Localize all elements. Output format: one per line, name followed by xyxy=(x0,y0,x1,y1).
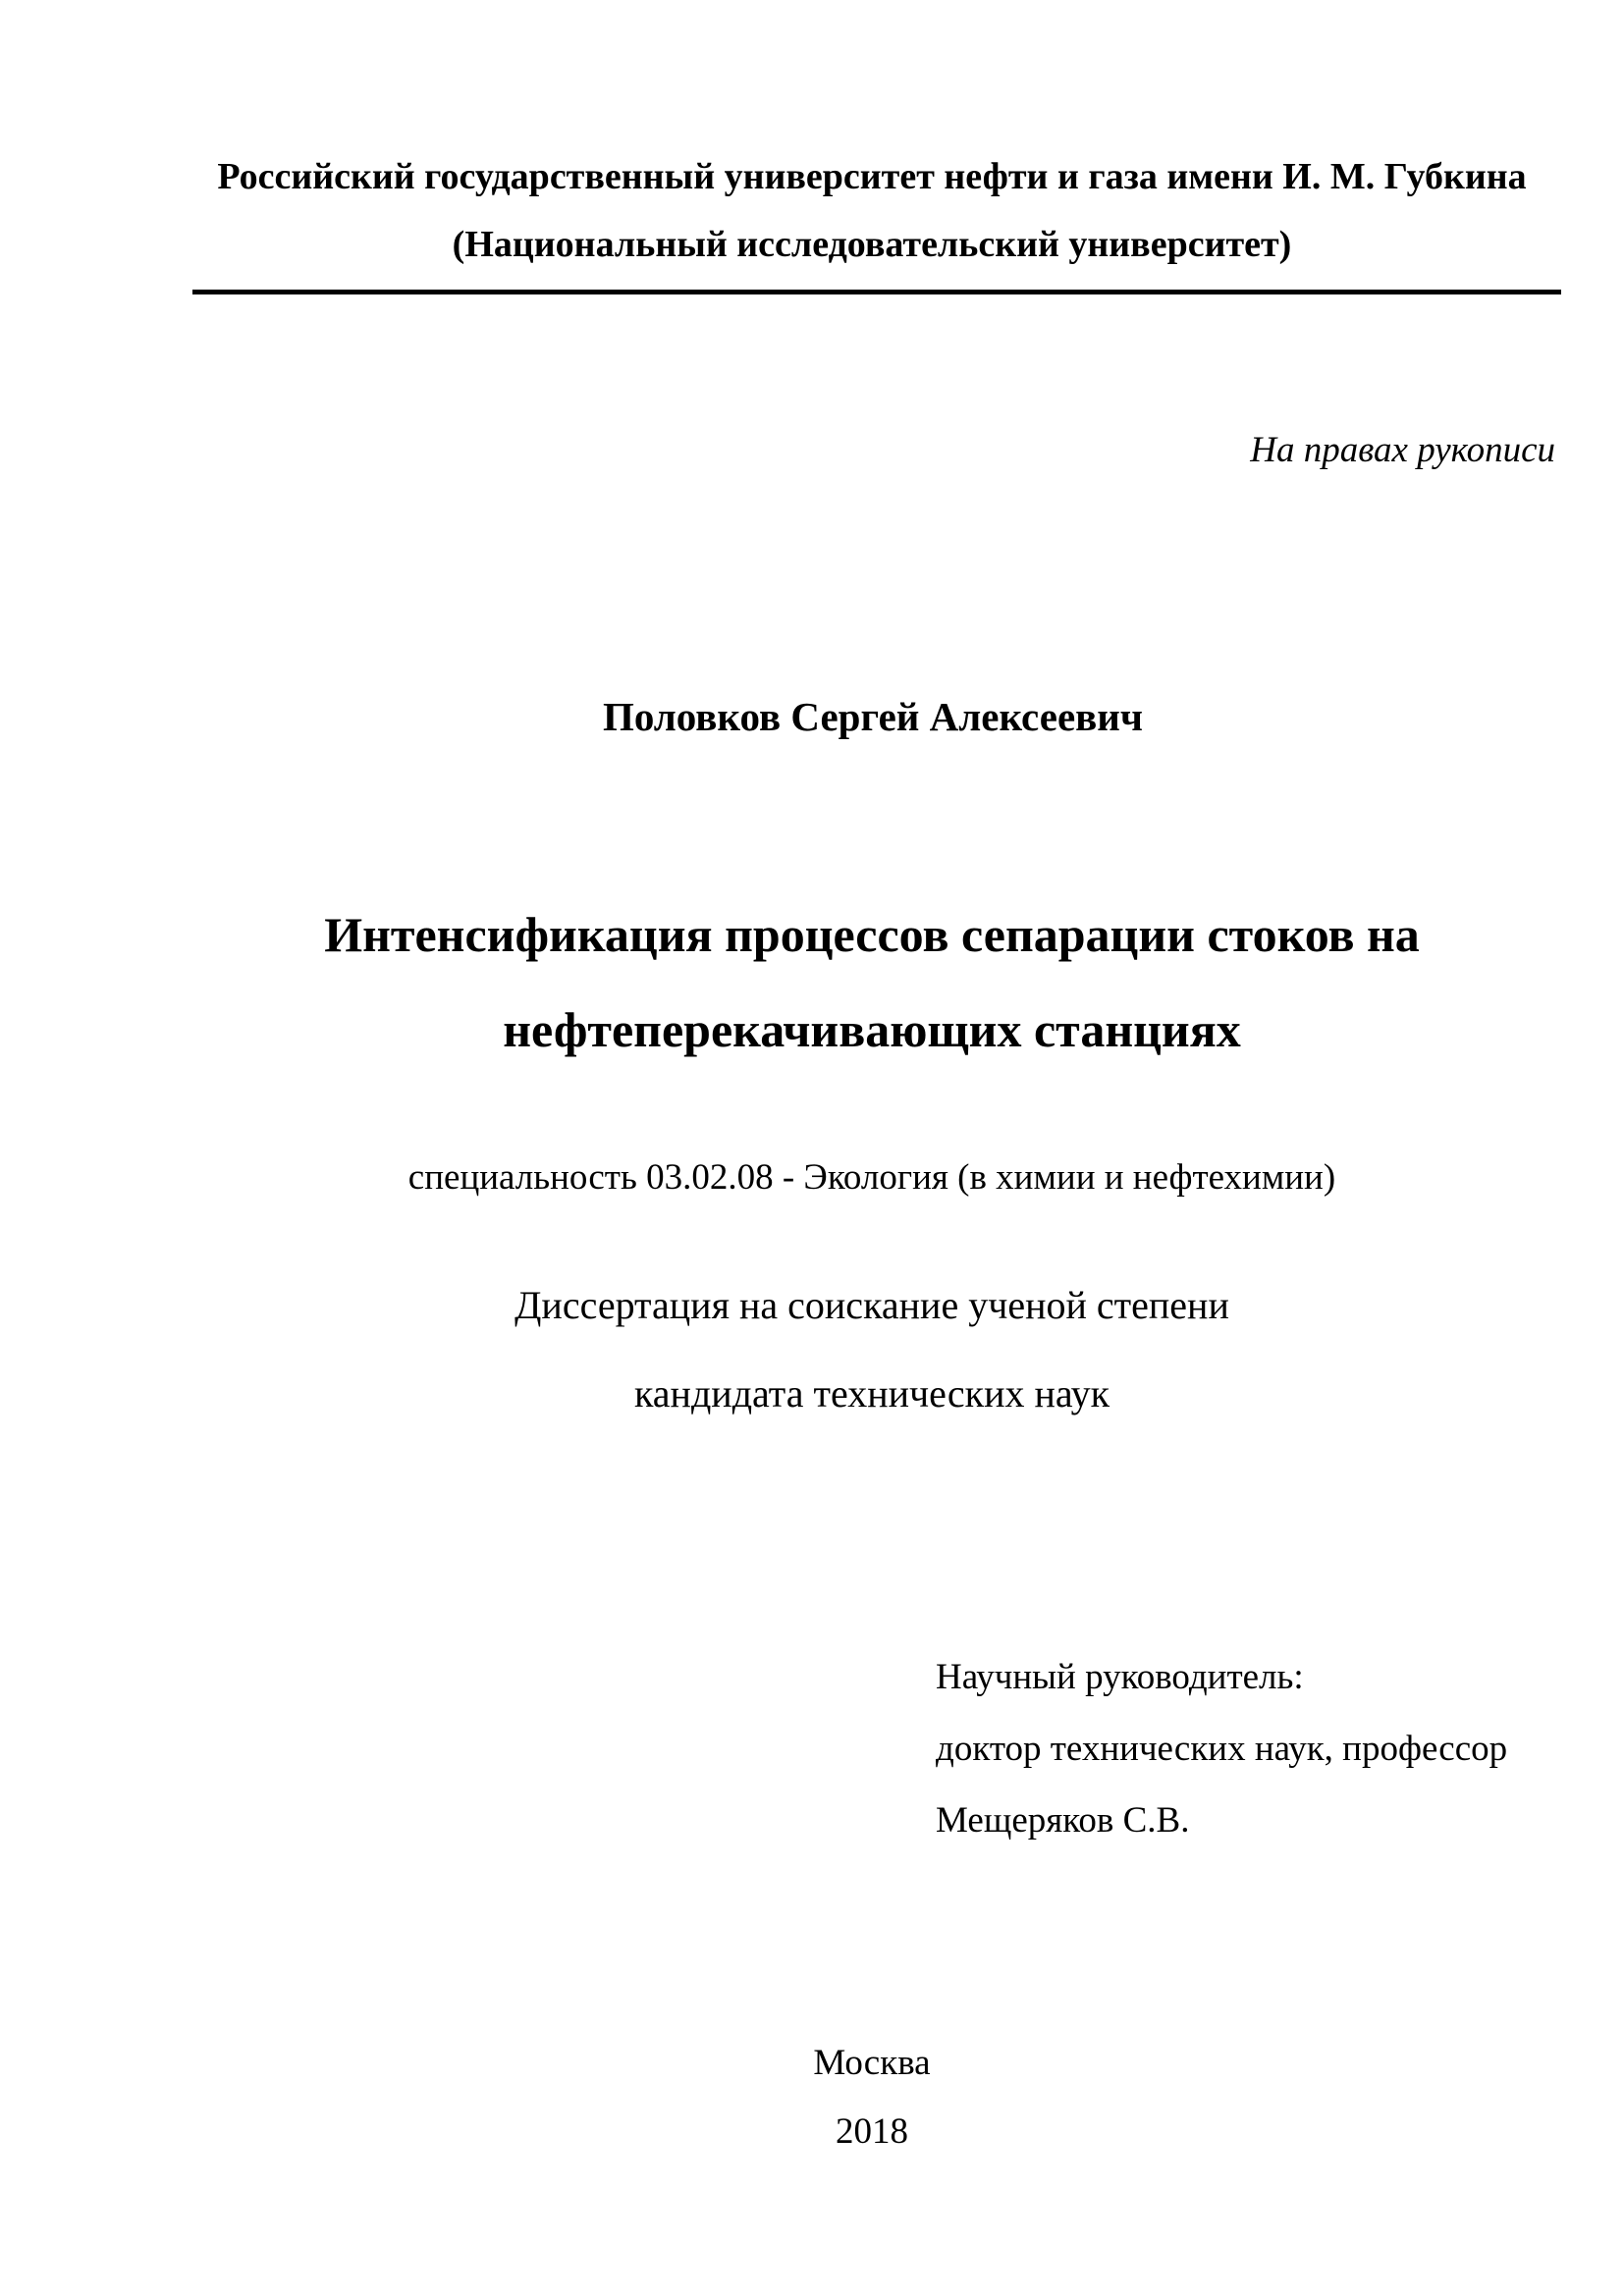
supervisor-credentials: доктор технических наук, профессор xyxy=(936,1729,1508,1769)
institution-subtitle: (Национальный исследовательский университет) xyxy=(452,224,1292,265)
institution-name: Российский государственный университет нефти и газа имени И. М. Губкина xyxy=(217,156,1527,197)
supervisor-block xyxy=(936,1641,1507,1856)
degree-line-2: кандидата технических наук xyxy=(633,1371,1110,1415)
header-divider xyxy=(192,290,1561,294)
specialty: специальность 03.02.08 - Экология (в химии и нефтехимии) xyxy=(407,1157,1336,1198)
author-name: Половков Сергей Алексеевич xyxy=(602,694,1144,739)
city: Москва xyxy=(813,2043,931,2083)
manuscript-note: На правах рукописи xyxy=(1250,430,1555,470)
dissertation-title-line-1: Интенсификация процессов сепарации стоков на xyxy=(324,907,1420,962)
supervisor-label: Научный руководитель: xyxy=(936,1657,1304,1697)
degree-line-1: Диссертация на соискание ученой степени xyxy=(514,1283,1229,1327)
supervisor-name: Мещеряков С.В. xyxy=(936,1800,1190,1841)
dissertation-title-line-2: нефтеперекачивающих станциях xyxy=(503,1002,1241,1057)
year: 2018 xyxy=(836,2111,908,2152)
